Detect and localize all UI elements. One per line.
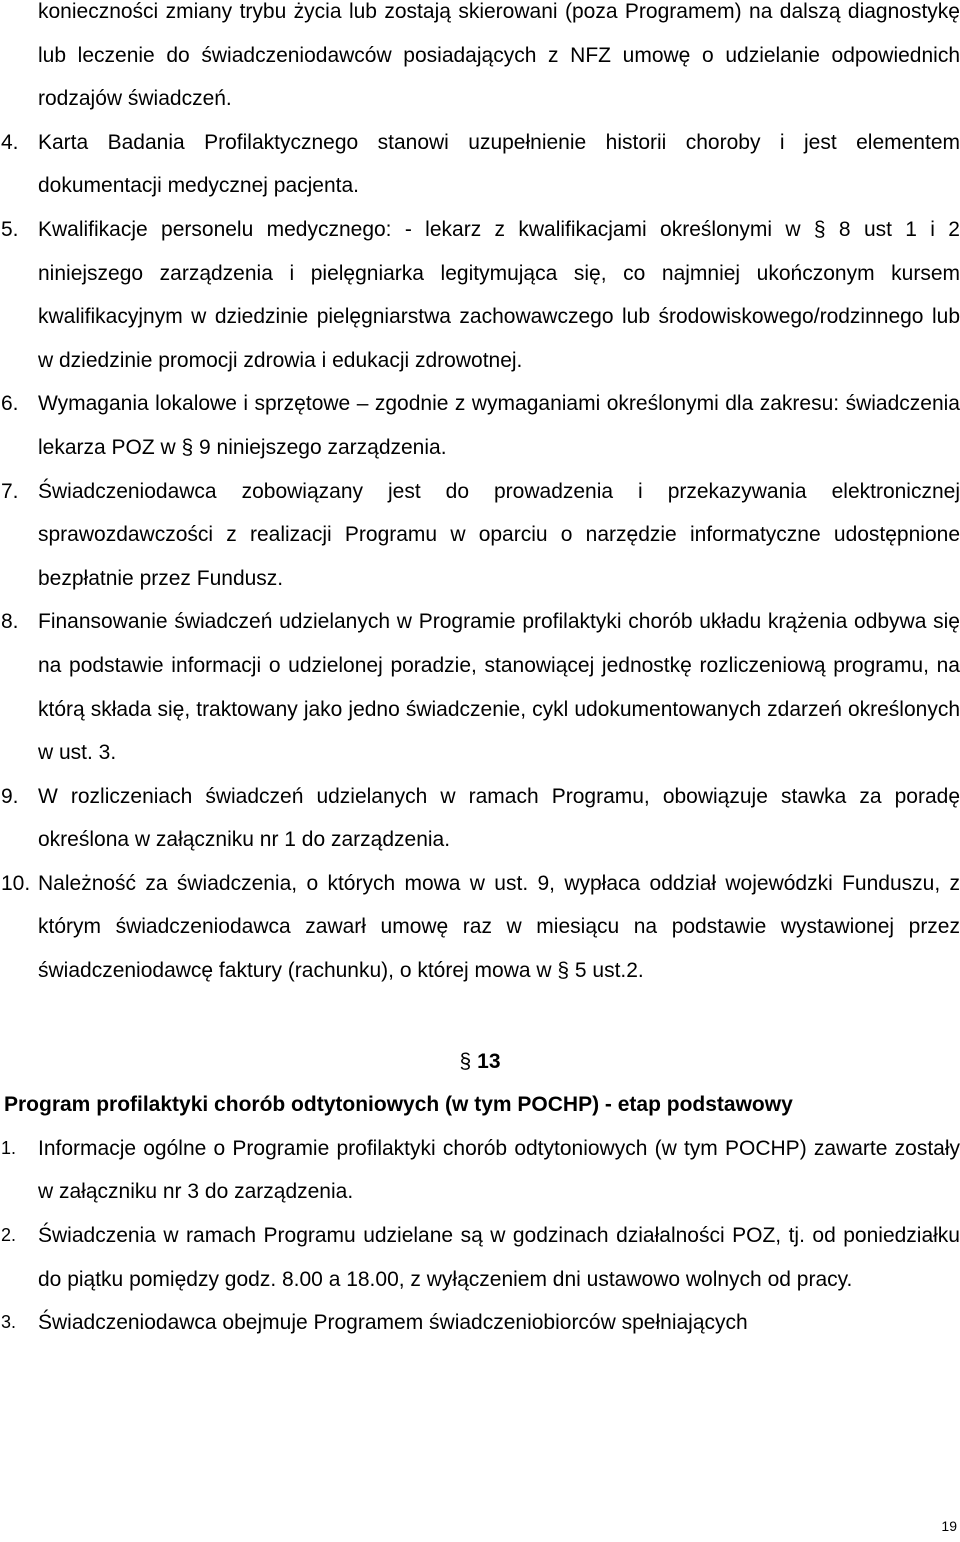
item-text: Świadczeniodawca zobowiązany jest do prowadzenia i przekazywania elektronicznej sprawozdawczości z realizacji Programu w oparciu o narzędzie informatyczne udostępnione bezpłatnie przez Fundusz. bbox=[38, 479, 960, 590]
item-text: Wymagania lokalowe i sprzętowe – zgodnie z wymaganiami określonymi dla zakresu: świadczenia lekarza POZ w § 9 niniejszego zarządzenia. bbox=[38, 392, 960, 459]
list-item bbox=[0, 382, 960, 469]
item-number: 10. bbox=[1, 871, 31, 895]
list-item bbox=[0, 208, 960, 382]
item-text: W rozliczeniach świadczeń udzielanych w ramach Programu, obowiązuje stawka za poradę określona w załączniku nr 1 do zarządzenia. bbox=[38, 784, 960, 852]
item-number: 4. bbox=[1, 130, 19, 154]
section-number: 13 bbox=[477, 1049, 501, 1073]
list-item bbox=[0, 1127, 960, 1214]
page-number: 19 bbox=[941, 1518, 957, 1534]
item-text: Świadczeniodawca obejmuje Programem świadczeniobiorców spełniających bbox=[38, 1311, 748, 1335]
item-number: 2. bbox=[1, 1225, 17, 1246]
list-item bbox=[0, 862, 960, 993]
item-text: Informacje ogólne o Programie profilaktyki chorób odtytoniowych (w tym POCHP) zawarte zostały w załączniku nr 3 do zarządzenia. bbox=[38, 1136, 960, 1204]
item-number: 7. bbox=[1, 479, 19, 503]
item-number: 9. bbox=[1, 784, 19, 808]
item-text: Kwalifikacje personelu medycznego: - lekarz z kwalifikacjami określonymi w § 8 ust 1 i 2 niniejszego zarządzenia i pielęgniarka legitymująca się, co najmniej ukończonym kursem kwalifikacyjnym w dziedzinie pielęgniarstwa zachowawczego lub środowiskowego/rodzinnego lub w dziedzinie promocji zdrowia i edukacji zdrowotnej. bbox=[38, 217, 960, 372]
list-item bbox=[0, 121, 960, 208]
list-item bbox=[0, 600, 960, 774]
list-item bbox=[0, 1301, 960, 1345]
section-heading bbox=[0, 1040, 960, 1084]
list-item bbox=[0, 1214, 960, 1301]
section-title: Program profilaktyki chorób odtytoniowych (w tym POCHP) - etap podstawowy bbox=[4, 1093, 793, 1117]
item-text: Finansowanie świadczeń udzielanych w Programie profilaktyki chorób układu krążenia odbywa się na podstawie informacji o udzielonej poradzie, stanowiącej jednostkę rozliczeniową programu, na którą składa się, traktowany jako jedno świadczenie, cykl udokumentowanych zdarzeń określonych w ust. 3. bbox=[38, 610, 960, 765]
section-symbol: § bbox=[459, 1049, 472, 1073]
item-text: Karta Badania Profilaktycznego stanowi uzupełnienie historii choroby i jest elementem dokumentacji medycznej pacjenta. bbox=[38, 130, 960, 198]
item-text: Świadczenia w ramach Programu udzielane są w godzinach działalności POZ, tj. od poniedziałku do piątku pomiędzy godz. 8.00 a 18.00, z wyłączeniem dni ustawowo wolnych od pracy. bbox=[38, 1224, 960, 1291]
item-number: 6. bbox=[1, 392, 19, 416]
list-item bbox=[0, 775, 960, 862]
item-number: 5. bbox=[1, 217, 19, 241]
item-text: Należność za świadczenia, o których mowa w ust. 9, wypłaca oddział wojewódzki Funduszu, z którym świadczeniodawca zawarł umowę raz w miesiącu na podstawie wystawionej przez świadczeniodawcę faktury (rachunku), o której mowa w § 5 ust.2. bbox=[38, 871, 960, 983]
item-number: 3. bbox=[1, 1312, 17, 1333]
continuation-paragraph: konieczności zmiany trybu życia lub zostają skierowani (poza Programem) na dalszą diagnostykę lub leczenie do świadczeniodawców posiadających z NFZ umowę o udzielanie odpowiednich rodzajów świadczeń. bbox=[38, 0, 960, 111]
list-item bbox=[0, 470, 960, 601]
item-number: 1. bbox=[1, 1137, 17, 1158]
item-number: 8. bbox=[1, 610, 19, 634]
